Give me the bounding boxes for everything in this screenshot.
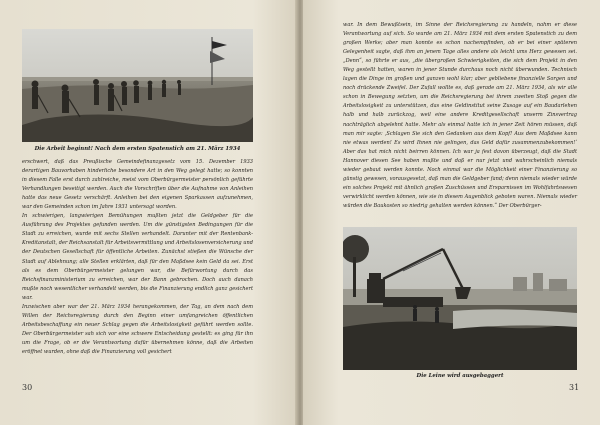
photo-workers-digging-with-flags <box>22 29 253 142</box>
paragraph: war. In dem Bewußtsein, im Sinne der Reichsregierung zu handeln, nahm er diese Verantwortung auf sich. So wurde am 21. März 1934 mit dem ersten Spatenstich zu dem großen Werke; aber man konnte es schon nachempfinden, ob er bei einer späteren Gelegenheit sagte, daß ihm an jenem Tage alles andere als leicht ums Herz gewesen sei. „Denn“, so führte er aus, „die übergroßen Schwierigkeiten, die sich dem Projekt in den Weg gestellt hatten, waren in jener Stunde durchaus noch nicht überwunden. Technisch lagen die Dinge im großen und ganzen wohl klar; aber gebliebene finanzielle Sorgen und noch drückende Zweifel. Der Zufall wollte es, daß gerade am 21. März 1934, als wir alle schon in Bewegung setzten, um die Reichsregierung bei ihrem zweiten Stoß gegen die Arbeitslosigkeit zu unterstützen, das eine Geldinstitut seine Zusage auf ein Baudarlehen halb und halb zurückzog, weil eine andere Kreditgesellschaft unserm Zinsvertrag nachträglich abgelehnt hatte. Mehr als einmal hatte ich in jener Zeit hören müssen, daß man mir sagte: ‚Schlagen Sie sich den Gedanken aus dem Kopf! Aus dem Maßdsee kann nie etwas werden! Es wird Ihnen nie gelingen, das Geld dafür zusammenzubekommen!‘ Aber das hat mich nicht beirren können. Ich war ja fest davon überzeugt, daß die Stadt Hannover diesen See haben mußte und daß er nur jetzt und wahrscheinlich niemals wieder gebaut werden konnte. Noch einmal war die Möglichkeit einer Finanzierung so günstig gewesen, vorausgesetzt, daß man die Geldgeber fand; denn niemals wieder würde ein solches Projekt mit ähnlich großen Zuschüssen und Ersparnissen im Wohlfahrtswesen verwirklicht werden können, wie sie in diesem Augenblick geboten waren. Niemals wieder würden die Baukosten so niedrig gehalten werden können.“ Der Oberbürger- <box>343 22 577 209</box>
paragraph: erschwert, daß das Preußische Gemeindefinanzgesetz vom 15. Dezember 1933 derartigen Bauvorhaben hinderliche besondere Art in den Weg gelegt hatte; so konnten in diesem Falle erst durch zahlreiche, meist vom Oberbürgermeister persönlich geführte Verhandlungen beseitigt werden. Auch die Vorschriften über die Aufnahme von Anleihen hatte das neue Gesetz verschärft. Anleihen bei den eigenen Sparkassen aufzunehmen, war den Gemeinden schon im Jahre 1931 untersagt worden. <box>22 159 253 211</box>
paragraph: In schwierigen, langwierigen Bemühungen mußten jetzt die Geldgeber für die Ausführung des Projektes gefunden werden. Um die günstigsten Bedingungen für die Stadt zu erreichen, wurde mit sechs Stellen verhandelt. Darunter mit der Rentenbank-Kreditanstalt, der Reichsanstalt für Arbeitsvermittlung und Arbeitslosenversicherung und der Deutschen Gesellschaft für öffentliche Arbeiten. Zunächst stießen die Wünsche der Stadt auf Ablehnung; alle Stellen erklärten, daß für den Maßdsee kein Geld da sei. Erst als es dem Oberbürgermeister gelungen war, die Befürwortung durch das Reichsfinanzministerium zu erreichen, war der Bann gebrochen. Doch auch danach mußte noch wesentlicher verhandelt werden, bis die Finanzierung endlich ganz gesichert war. <box>22 213 253 301</box>
photo-caption: Die Leine wird ausgebaggert <box>416 373 504 379</box>
paragraph: Inzwischen aber war der 21. März 1934 herangekommen, der Tag, an dem nach dem Willen der Reichsregierung durch den Beginn einer umfangreichen öffentlichen Arbeitsbeschaffung ein neuer Schlag gegen die Arbeitslosigkeit geführt werden sollte. Der Oberbürgermeister sah sich vor eine schwere Entscheidung gestellt: es ging für ihn um die Frage, ob er die Verantwortung dafür übernehmen könne, daß die Arbeiten eröffnet wurden, ohne daß die Finanzierung voll gesichert <box>22 303 253 355</box>
right-text <box>343 21 577 211</box>
page-number-right: 31 <box>569 383 580 392</box>
page-number-left: 30 <box>22 383 33 392</box>
photo-workers <box>22 29 253 142</box>
right-page <box>303 0 600 425</box>
photo-caption: Die Arbeit beginnt! Nach dem ersten Spatenstich am 21. März 1934 <box>34 146 241 152</box>
left-page <box>0 0 297 425</box>
photo-excavator-dredging <box>343 227 577 370</box>
photo-excavator <box>343 227 577 370</box>
left-text <box>22 158 253 357</box>
